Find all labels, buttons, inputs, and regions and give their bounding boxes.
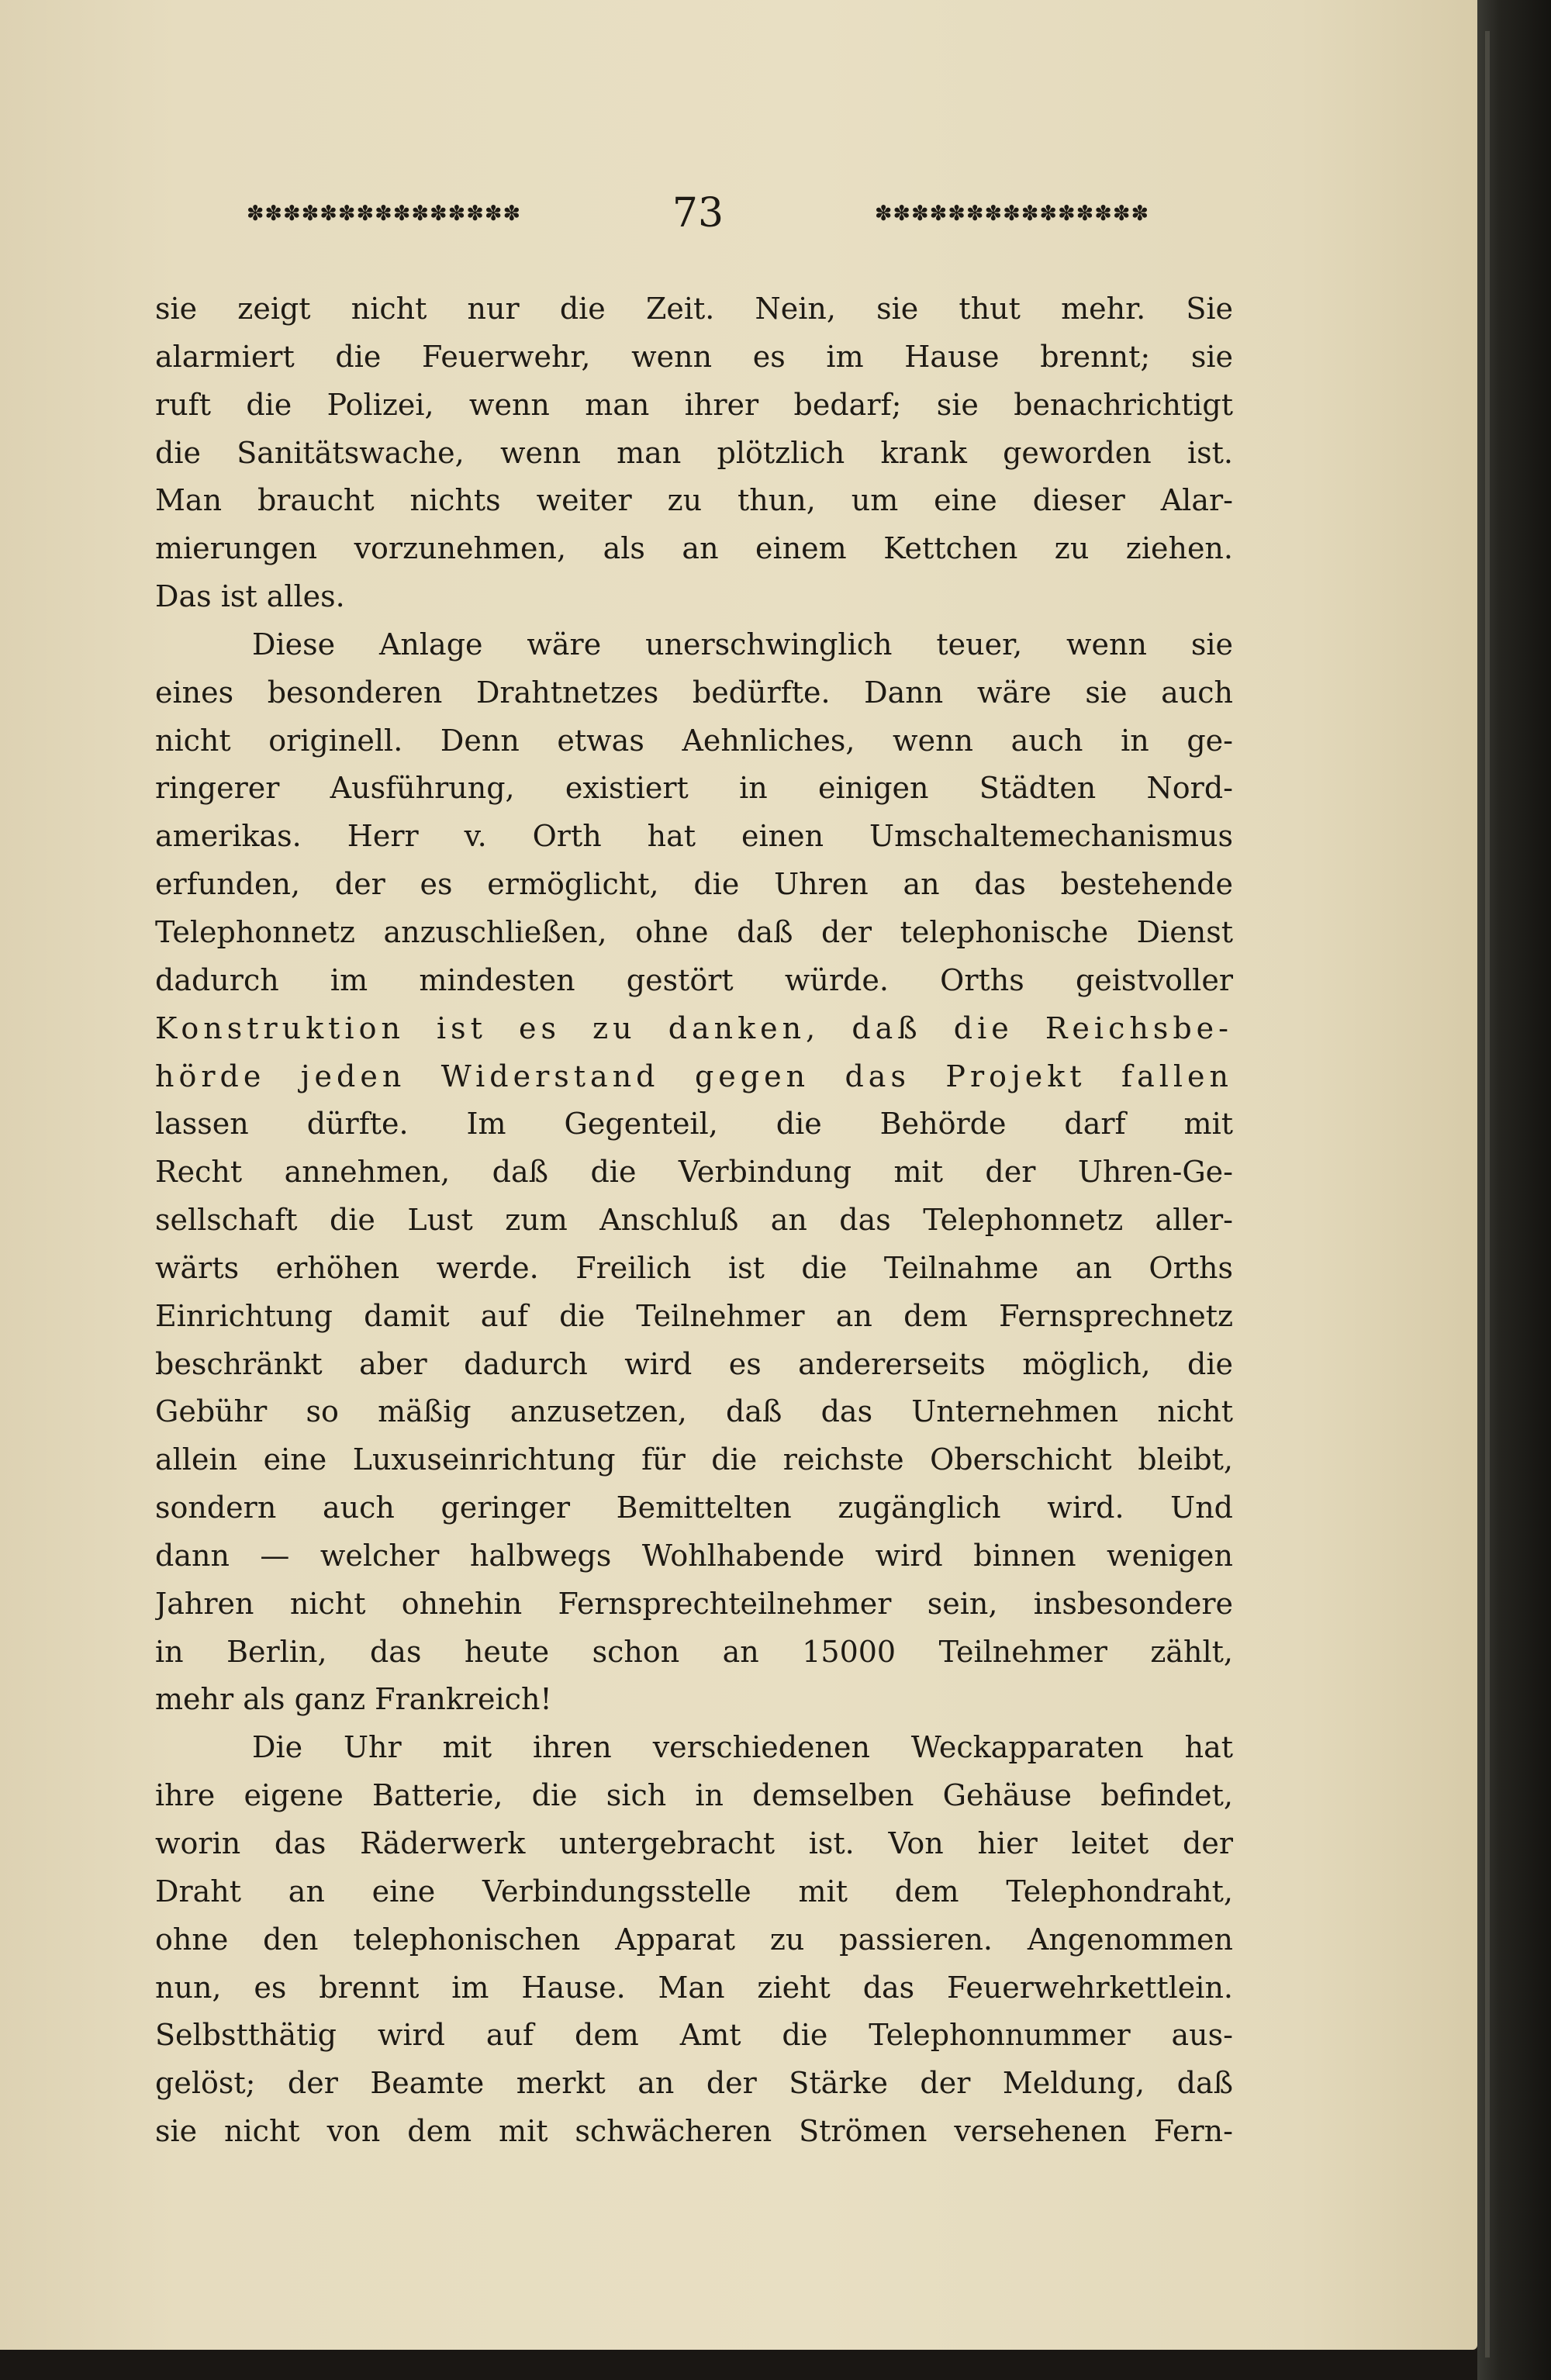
text-line: mehr als ganz Frankreich! bbox=[155, 1682, 552, 1717]
text-line: amerikas. Herr v. Orth hat einen Umschaltemechanismus bbox=[155, 819, 1233, 854]
text-line: Selbstthätig wird auf dem Amt die Telephonnummer aus- bbox=[155, 2018, 1233, 2053]
text-line: lassen dürfte. Im Gegenteil, die Behörde darf mit bbox=[155, 1107, 1233, 1142]
text-line: erfunden, der es ermöglicht, die Uhren an das bestehende bbox=[155, 867, 1233, 902]
text-line: ohne den telephonischen Apparat zu passieren. Angenommen bbox=[155, 1922, 1233, 1957]
text-line: sie zeigt nicht nur die Zeit. Nein, sie thut mehr. Sie bbox=[155, 292, 1233, 326]
text-line: Man braucht nichts weiter zu thun, um eine dieser Alar- bbox=[155, 483, 1233, 518]
header-ornament-left: ✽✽✽✽✽✽✽✽✽✽✽✽✽✽✽ bbox=[246, 201, 522, 226]
text-line: alarmiert die Feuerwehr, wenn es im Hause brennt; sie bbox=[155, 339, 1233, 374]
text-line: gelöst; der Beamte merkt an der Stärke der Meldung, daß bbox=[155, 2066, 1233, 2101]
text-line: ihre eigene Batterie, die sich in demselben Gehäuse befindet, bbox=[155, 1778, 1233, 1813]
text-line: ringerer Ausführung, existiert in einigen Städten Nord- bbox=[155, 771, 1233, 806]
text-line: Das ist alles. bbox=[155, 579, 345, 614]
text-line: mierungen vorzunehmen, als an einem Kettchen zu ziehen. bbox=[155, 531, 1233, 566]
text-line: worin das Räderwerk untergebracht ist. Von hier leitet der bbox=[155, 1826, 1233, 1860]
text-line: sie nicht von dem mit schwächeren Strömen versehenen Fern- bbox=[155, 2114, 1233, 2149]
page-number: 73 bbox=[672, 190, 724, 237]
text-line: Jahren nicht ohnehin Fernsprechteilnehmer sein, insbesondere bbox=[155, 1586, 1233, 1621]
text-line: wärts erhöhen werde. Freilich ist die Teilnahme an Orths bbox=[155, 1250, 1233, 1285]
text-line: sellschaft die Lust zum Anschluß an das Telephonnetz aller- bbox=[155, 1203, 1233, 1238]
text-line: ruft die Polizei, wenn man ihrer bedarf; sie benachrichtigt bbox=[155, 387, 1233, 422]
text-line: Draht an eine Verbindungsstelle mit dem Telephondraht, bbox=[155, 1874, 1233, 1908]
text-line: in Berlin, das heute schon an 15000 Teilnehmer zählt, bbox=[155, 1634, 1233, 1669]
running-header bbox=[155, 182, 1241, 244]
text-line: nun, es brennt im Hause. Man zieht das Feuerwehrkettlein. bbox=[155, 1970, 1233, 2005]
text-line: allein eine Luxuseinrichtung für die reichste Oberschicht bleibt, bbox=[155, 1442, 1233, 1477]
text-line: Diese Anlage wäre unerschwinglich teuer, wenn sie bbox=[252, 627, 1233, 661]
text-line: dann — welcher halbwegs Wohlhabende wird binnen wenigen bbox=[155, 1538, 1233, 1573]
header-ornament-right: ✽✽✽✽✽✽✽✽✽✽✽✽✽✽✽ bbox=[874, 201, 1150, 226]
spine-edge bbox=[1485, 31, 1490, 2358]
text-line: Telephonnetz anzuschließen, ohne daß der telephonische Dienst bbox=[155, 914, 1233, 949]
text-line: beschränkt aber dadurch wird es andererseits möglich, die bbox=[155, 1346, 1233, 1381]
text-line: hörde jeden Widerstand gegen das Projekt fallen bbox=[155, 1059, 1233, 1093]
text-line: Die Uhr mit ihren verschiedenen Weckapparaten hat bbox=[252, 1730, 1233, 1765]
text-line: nicht originell. Denn etwas Aehnliches, wenn auch in ge- bbox=[155, 723, 1233, 758]
text-line: Konstruktion ist es zu danken, daß die Reichsbe- bbox=[155, 1010, 1233, 1045]
text-line: die Sanitätswache, wenn man plötzlich krank geworden ist. bbox=[155, 435, 1233, 470]
text-line: eines besonderen Drahtnetzes bedürfte. Dann wäre sie auch bbox=[155, 675, 1233, 710]
body-text bbox=[155, 285, 1233, 2156]
text-line: sondern auch geringer Bemittelten zugänglich wird. Und bbox=[155, 1491, 1233, 1525]
text-line: Recht annehmen, daß die Verbindung mit der Uhren-Ge- bbox=[155, 1155, 1233, 1190]
text-line: dadurch im mindesten gestört würde. Orths geistvoller bbox=[155, 962, 1233, 997]
text-line: Einrichtung damit auf die Teilnehmer an dem Fernsprechnetz bbox=[155, 1298, 1233, 1333]
text-line: Gebühr so mäßig anzusetzen, daß das Unternehmen nicht bbox=[155, 1394, 1233, 1429]
